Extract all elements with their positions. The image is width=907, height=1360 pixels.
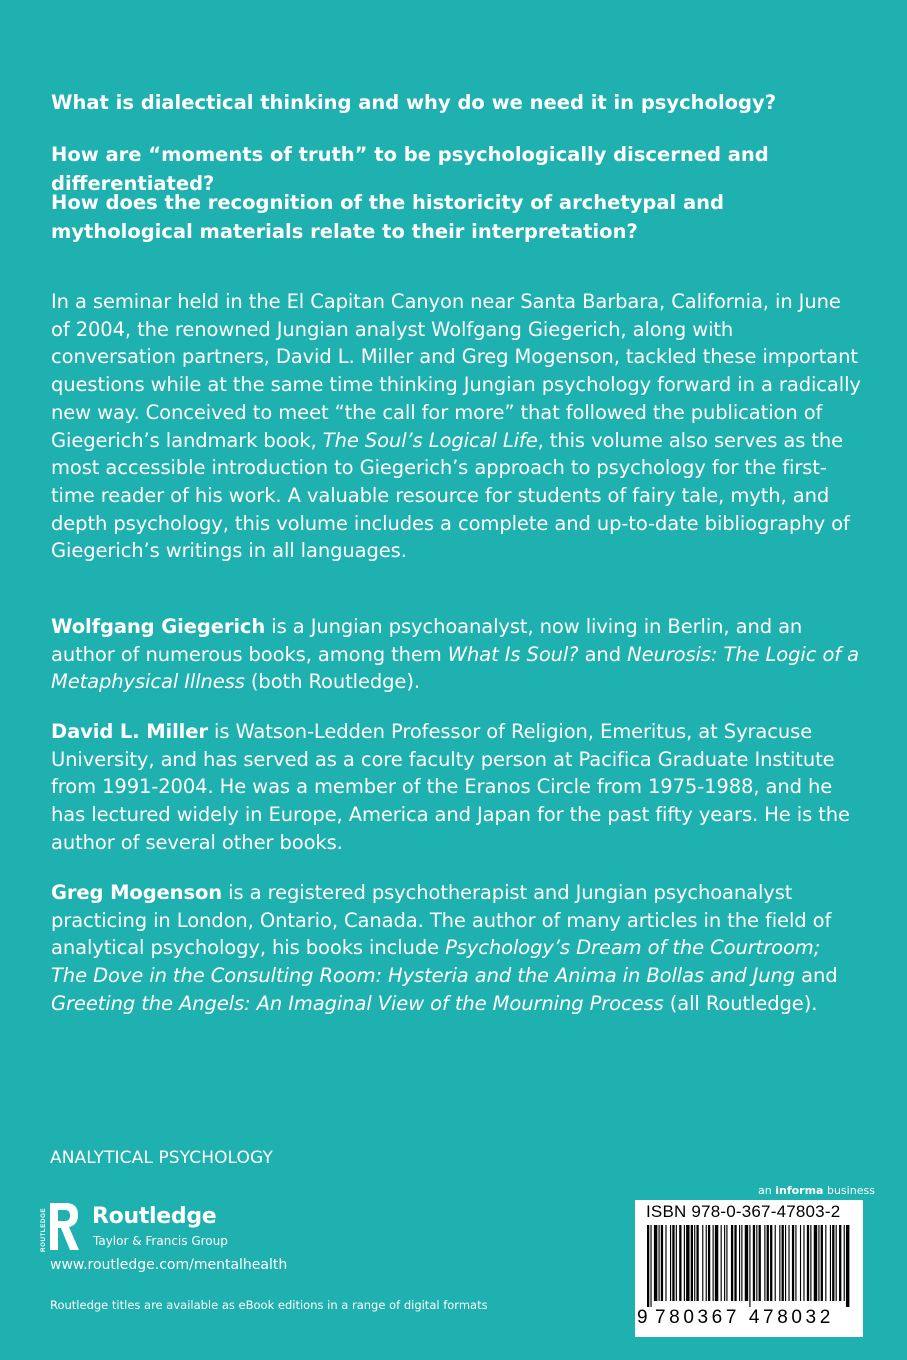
barcode-bar — [745, 1225, 748, 1301]
barcode-bar — [659, 1225, 660, 1301]
barcode-bar — [650, 1225, 651, 1307]
series-label: ANALYTICAL PSYCHOLOGY — [50, 1148, 273, 1168]
publisher-url[interactable]: www.routledge.com/mentalhealth — [50, 1257, 288, 1273]
informa-suffix: business — [823, 1184, 875, 1197]
barcode-bar — [832, 1225, 834, 1301]
barcode-bar — [844, 1225, 845, 1301]
description-paragraph — [51, 288, 861, 565]
barcode-bar — [691, 1225, 693, 1301]
informa-prefix: an — [758, 1184, 776, 1197]
barcode-panel — [635, 1200, 863, 1337]
barcode-bar — [749, 1225, 750, 1307]
barcode-bar — [759, 1225, 761, 1301]
barcode-bars — [645, 1225, 853, 1307]
question-1: What is dialectical thinking and why do we need it in psychology? — [51, 91, 777, 114]
bio-mogenson-name: Greg Mogenson — [51, 881, 223, 904]
description-text-2: , this volume also serves as the most accessible introduction to Giegerich’s approach to psychology for the first-time reader of his work. A valuable resource for students of fairy tale, myth, and depth psychology, this volume includes a complete and up-to-date bibliography of Giegerich’s writings in all languages. — [51, 428, 850, 563]
isbn-label: ISBN 978-0-367-47803-2 — [646, 1202, 841, 1221]
barcode-bar — [753, 1225, 755, 1301]
bio-miller — [51, 718, 861, 857]
barcode-bar — [686, 1225, 689, 1301]
question-3: How does the recognition of the historicity of archetypal and mythological materials relate to their interpretation? — [51, 191, 724, 243]
barcode-bar — [756, 1225, 757, 1301]
barcode-bar — [694, 1225, 695, 1301]
barcode-bar — [708, 1225, 710, 1301]
barcode-bar — [795, 1225, 796, 1301]
barcode-remaining-digits: 780367 478032 — [655, 1307, 834, 1328]
bio-giegerich-text-1: is a Jungian psychoanalyst, now living in Berlin, and an author of numerous books, among them — [51, 615, 803, 666]
barcode-bar — [821, 1225, 823, 1301]
barcode-bar — [672, 1225, 674, 1301]
barcode-bar — [846, 1225, 849, 1307]
barcode-bar — [715, 1225, 718, 1301]
description-text-1: In a seminar held in the El Capitan Canyon near Santa Barbara, California, in June of 2004, the renowned Jungian analyst Wolfgang Giegerich, along with conversation partners, David L. Miller and Greg Mogenson, tackled these important questions while at the same time thinking Jungian psychology forward in a radically new way. Conceived to meet “the call for more” that followed the publication of Giegerich’s landmark book, — [51, 290, 861, 452]
publisher-subtitle: Taylor & Francis Group — [93, 1234, 228, 1248]
barcode-bar — [810, 1225, 811, 1301]
barcode-bar — [706, 1225, 707, 1301]
barcode-bar — [676, 1225, 677, 1301]
barcode-bar — [684, 1225, 685, 1301]
ebook-note: Routledge titles are available as eBook editions in a range of digital formats — [50, 1298, 488, 1312]
barcode-bar — [739, 1225, 740, 1301]
barcode-bar — [764, 1225, 765, 1301]
informa-tagline — [758, 1184, 875, 1197]
bio-mogenson-book-2: Greeting the Angels: An Imaginal View of the Mourning Process — [51, 991, 664, 1015]
bio-mogenson-book-1: Psychology’s Dream of the Courtroom; The Dove in the Consulting Room: Hysteria and the Anima in Bollas and Jung — [51, 936, 821, 988]
barcode-bar — [803, 1225, 804, 1301]
routledge-logo-icon — [36, 1200, 84, 1254]
barcode-bar — [779, 1225, 780, 1301]
bio-miller-text: is Watson-Ledden Professor of Religion, Emeritus, at Syracuse University, and has served as a core faculty person at Pacifica Graduate Institute from 1991-2004. He was a member of the Eranos Circle from 1975-1988, and he has lectured widely in Europe, America and Japan for the past fifty years. He is the author of several other books. — [51, 720, 850, 854]
barcode-bar — [721, 1225, 722, 1301]
barcode-bar — [785, 1225, 786, 1301]
barcode-bar — [670, 1225, 671, 1301]
barcode-bar — [661, 1225, 663, 1301]
barcode-bar — [836, 1225, 837, 1301]
publisher-name: Routledge — [92, 1204, 217, 1229]
barcode-bar — [839, 1225, 841, 1301]
barcode-bar — [731, 1225, 733, 1301]
routledge-logo — [36, 1200, 296, 1256]
barcode-bar — [713, 1225, 714, 1301]
bio-giegerich-text-3: (both Routledge). — [244, 670, 420, 694]
barcode-bar — [741, 1225, 742, 1301]
barcode-bar — [807, 1225, 809, 1301]
bio-giegerich-name: Wolfgang Giegerich — [51, 615, 266, 638]
barcode-bar — [775, 1225, 776, 1301]
barcode-bar — [654, 1225, 657, 1301]
barcode-bar — [818, 1225, 819, 1301]
barcode-bar — [696, 1225, 698, 1301]
barcode-bar — [724, 1225, 725, 1301]
bio-mogenson-text-1: is a registered psychotherapist and Jungian psychoanalyst practicing in London, Ontario, Canada. The author of many articles in the field of analytical psychology, his books include — [51, 881, 832, 960]
bio-giegerich-text-2: and — [578, 642, 628, 666]
barcode-bar — [825, 1225, 826, 1301]
barcode-bar — [726, 1225, 727, 1301]
barcode-bar — [792, 1225, 794, 1301]
bio-giegerich-book-2: Neurosis: The Logic of a Metaphysical Illness — [51, 642, 859, 694]
bio-mogenson-text-3: (all Routledge). — [663, 991, 818, 1015]
barcode-bar — [800, 1225, 801, 1301]
barcode-bar — [782, 1225, 784, 1301]
barcode-bar — [788, 1225, 789, 1301]
bio-miller-name: David L. Miller — [51, 720, 208, 743]
barcode-bar — [767, 1225, 769, 1301]
barcode-bar — [734, 1225, 736, 1301]
barcode-bar — [647, 1225, 649, 1307]
barcode-bar — [770, 1225, 772, 1301]
logo-vertical-text: ROUTLEDGE — [40, 1207, 47, 1252]
informa-bold: informa — [775, 1184, 824, 1197]
description-book-title: The Soul’s Logical Life — [322, 428, 538, 452]
question-2: How are “moments of truth” to be psychologically discerned and differentiated? — [51, 143, 769, 195]
barcode-bar — [830, 1225, 831, 1301]
bio-giegerich-book-1: What Is Soul? — [447, 642, 579, 666]
barcode-bar — [814, 1225, 817, 1301]
barcode-bar — [679, 1225, 681, 1301]
bio-mogenson — [51, 879, 861, 1018]
bio-giegerich — [51, 613, 861, 696]
bio-mogenson-text-2: and — [795, 964, 838, 988]
barcode-bar — [665, 1225, 666, 1301]
barcode-bar — [702, 1225, 703, 1301]
barcode-first-digit: 9 — [637, 1307, 652, 1328]
